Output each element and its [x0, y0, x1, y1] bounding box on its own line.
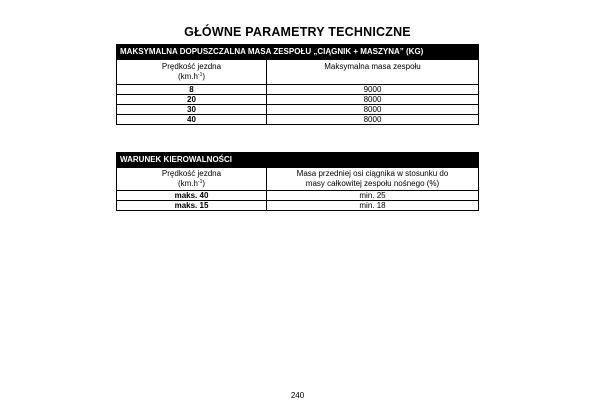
speed-column-label: Prędkość jezdna — [161, 62, 222, 71]
steering-condition-table — [116, 152, 479, 211]
speed-column-label: Prędkość jezdna — [161, 169, 222, 178]
page-title: GŁÓWNE PARAMETRY TECHNICZNE — [184, 25, 411, 39]
mass-cell: 8000 — [267, 95, 479, 105]
max-mass-table — [116, 44, 479, 125]
speed-column-header — [117, 168, 267, 191]
table-row — [117, 85, 479, 95]
ratio-cell: min. 25 — [267, 191, 479, 201]
table-row — [117, 105, 479, 115]
speed-unit-close: ) — [202, 179, 206, 188]
page-number: 240 — [290, 391, 305, 400]
steering-table-header: WARUNEK KIEROWALNOŚCI — [117, 153, 479, 168]
front-axle-ratio-line2: masy całkowitej zespołu nośnego (%) — [305, 179, 440, 188]
speed-cell: 40 — [117, 115, 267, 125]
table-row — [117, 115, 479, 125]
speed-cell: 30 — [117, 105, 267, 115]
speed-column-unit: (km.h — [177, 72, 198, 81]
mass-column-header: Maksymalna masa zespołu — [267, 60, 479, 85]
speed-unit-exponent: -1 — [197, 72, 203, 78]
table-row — [117, 201, 479, 211]
mass-cell: 8000 — [267, 115, 479, 125]
front-axle-ratio-line1: Masa przedniej osi ciągnika w stosunku do — [296, 169, 449, 178]
max-mass-table-header: MAKSYMALNA DOPUSZCZALNA MASA ZESPOŁU „CIĄGNIK + MASZYNA” (KG) — [117, 45, 479, 60]
speed-unit-close: ) — [202, 72, 206, 81]
speed-cell: maks. 15 — [117, 201, 267, 211]
table-row — [117, 95, 479, 105]
speed-column-unit: (km.h — [177, 179, 198, 188]
speed-column-header — [117, 60, 267, 85]
front-axle-ratio-header — [267, 168, 479, 191]
mass-cell: 9000 — [267, 85, 479, 95]
table-row — [117, 191, 479, 201]
ratio-cell: min. 18 — [267, 201, 479, 211]
speed-cell: 20 — [117, 95, 267, 105]
speed-cell: maks. 40 — [117, 191, 267, 201]
mass-cell: 8000 — [267, 105, 479, 115]
speed-cell: 8 — [117, 85, 267, 95]
speed-unit-exponent: -1 — [197, 179, 203, 185]
